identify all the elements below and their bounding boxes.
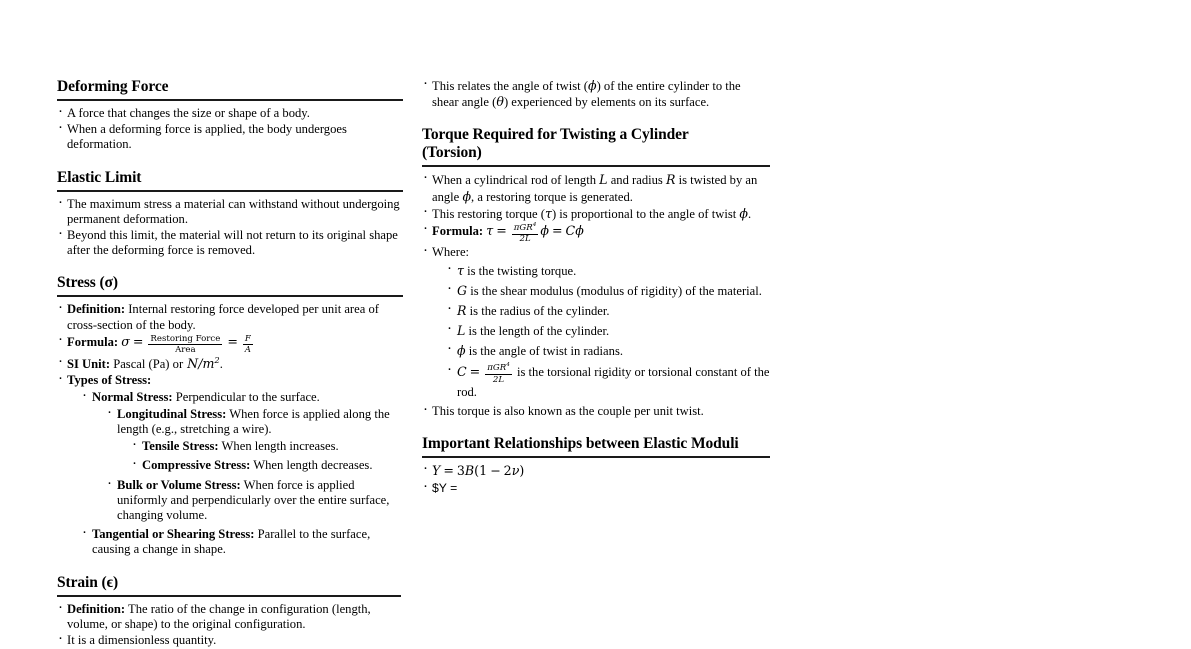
heading-rule [422, 165, 770, 167]
list-item: · It is a dimensionless quantity. [57, 633, 403, 648]
left-column [57, 78, 403, 649]
heading-rule [57, 190, 403, 192]
couple-bullet: · This torque is also known as the couple per unit twist. [422, 404, 770, 419]
where-bullet [422, 245, 770, 400]
strain-definition [57, 602, 403, 632]
where-item-r [446, 303, 770, 319]
section-deforming-force [57, 78, 403, 101]
math-exponent: 2 [214, 354, 220, 365]
item-text: is the shear modulus (modulus of rigidity) of the material. [470, 283, 762, 298]
normal-stress-children [106, 407, 403, 523]
item-text: When length increases. [221, 439, 339, 454]
math-pi: π [513, 222, 520, 233]
fraction-numerator [485, 364, 512, 375]
item-label: Bulk or Volume Stress: [117, 477, 241, 492]
math-paren-close: ) [519, 463, 525, 479]
definition-label: Definition: [67, 601, 126, 616]
math-nu: ν [511, 463, 520, 479]
formula-label: Formula: [67, 334, 119, 349]
moduli-formula-2-raw [422, 481, 770, 496]
longitudinal-stress-children [131, 439, 403, 473]
section-heading-line-2: (Torsion) [422, 144, 482, 162]
types-list [81, 390, 403, 558]
section-heading-line-1: Torque Required for Twisting a Cylinder [422, 126, 689, 144]
intro-bullet-list [422, 78, 770, 110]
definition-text: Internal restoring force developed per unit area of cross-section of the body. [67, 302, 379, 332]
item-text: is the angle of twist in radians. [468, 344, 623, 359]
math-c: C [565, 223, 576, 239]
formula-label: Formula: [432, 224, 484, 239]
where-item-l [446, 323, 770, 339]
math-one: 1 [479, 463, 488, 479]
item-text: is the twisting torque. [467, 263, 577, 278]
heading-rule [57, 295, 403, 297]
intro-part-2: ) of the entire cylinder to the shear angle ( [432, 79, 741, 110]
section-heading: Deforming Force [57, 78, 169, 95]
stress-definition [57, 302, 403, 332]
fraction-pi-g-r4-over-2l [512, 221, 539, 245]
math-exponent: 4 [532, 221, 537, 228]
list-item-normal-stress [81, 390, 403, 524]
fraction-denominator: 2L [519, 234, 531, 245]
math-equals: = [132, 333, 144, 349]
fraction-denominator: Area [175, 344, 196, 355]
math-r: R [499, 363, 507, 374]
section-stress [57, 274, 403, 297]
math-equals-2: = [551, 223, 563, 239]
section-elastic-moduli [422, 435, 770, 458]
item-text: is the radius of the cylinder. [469, 303, 610, 318]
math-sigma: σ [121, 333, 130, 349]
math-equals: = [443, 463, 454, 479]
right-column [422, 78, 770, 497]
list-item: · The maximum stress a material can withstand without undergoing permanent deformation. [57, 197, 403, 227]
math-two: 2 [503, 463, 512, 479]
raw-latex-text: $Y = [432, 480, 458, 495]
torsion-bullet-list [422, 172, 770, 419]
list-item: · Beyond this limit, the material will not return to its original shape after the deforming force is removed. [57, 228, 403, 258]
section-elastic-limit [57, 169, 403, 192]
stress-si-unit [57, 356, 403, 372]
where-item-tau [446, 263, 770, 279]
intro-part-1: This relates the angle of twist ( [432, 79, 588, 93]
fraction-denominator: 2L [492, 374, 505, 385]
math-b: B [464, 463, 475, 479]
si-unit-label: SI Unit: [67, 357, 111, 372]
math-equals: = [496, 223, 507, 239]
bullet-list [57, 302, 403, 557]
math-phi: ϕ [587, 78, 597, 93]
list-item-bulk-volume-stress [106, 478, 403, 524]
torsion-formula-bullet [422, 223, 770, 244]
math-equals: = [469, 363, 481, 379]
stress-formula [57, 334, 403, 355]
intro-bullet [422, 78, 770, 110]
item-label: Longitudinal Stress: [117, 406, 227, 421]
list-item-compressive-stress [131, 458, 403, 473]
text-part-1: This restoring torque ( [432, 206, 545, 221]
text-part-1: When a cylindrical rod of length [432, 173, 597, 188]
formula-y-3b-1-2nu [432, 463, 524, 478]
where-item-phi [446, 343, 770, 359]
list-item-tangential-shearing-stress [81, 527, 403, 557]
math-phi: ϕ [462, 188, 472, 204]
math-tau: τ [486, 223, 494, 239]
item-text: When force is applied uniformly and perpendicularly over the entire surface, changing volume. [117, 477, 390, 522]
where-item-g [446, 283, 770, 299]
math-r: R [665, 172, 676, 188]
item-text: When force is applied along the length (e.g., stretching a wire). [117, 406, 390, 436]
fraction-numerator: F [244, 333, 251, 344]
math-slash: / [198, 356, 203, 372]
stress-formula-math [121, 333, 255, 355]
text-part-2: ) is proportional to the angle of twist [551, 206, 737, 221]
section-strain [57, 574, 403, 597]
list-item-tensile-stress [131, 439, 403, 454]
torsion-intro-bullet [422, 172, 770, 204]
moduli-bullet-list [422, 463, 770, 495]
text-part-2: and radius [610, 173, 663, 188]
types-of-stress [57, 373, 403, 557]
math-phi: ϕ [739, 205, 749, 221]
list-item-longitudinal-stress [106, 407, 403, 474]
fraction-restoring-force-area [148, 335, 222, 356]
bullet-list [57, 602, 403, 649]
definition-label: Definition: [67, 302, 126, 317]
definition-text: The ratio of the change in configuration (length, volume, or shape) to the original configuration. [67, 601, 371, 631]
torsion-proportional-bullet [422, 206, 770, 222]
types-label: Types of Stress: [67, 373, 152, 388]
text-part-4: , a restoring torque is generated. [471, 189, 633, 204]
math-symbol: L [457, 323, 466, 339]
fraction-numerator: Restoring Force [150, 333, 221, 344]
moduli-formula-1 [422, 463, 770, 479]
section-heading: Strain (ϵ) [57, 573, 119, 591]
math-g: G [492, 363, 500, 374]
heading-rule [422, 456, 770, 458]
math-phi: ϕ [540, 223, 549, 239]
math-symbol: G [457, 282, 468, 298]
bullet-list [57, 197, 403, 259]
item-text: Parallel to the surface, causing a change in shape. [92, 527, 371, 557]
where-item-c [446, 364, 770, 401]
section-heading: Elastic Limit [57, 168, 142, 186]
list-item: · When a deforming force is applied, the body undergoes deformation. [57, 122, 403, 152]
c-definition-math [457, 362, 514, 385]
math-tau: τ [544, 205, 552, 221]
item-label: Tangential or Shearing Stress: [92, 527, 255, 542]
item-text: When length decreases. [253, 458, 373, 473]
item-label: Tensile Stress: [142, 439, 219, 454]
math-g: G [519, 222, 527, 233]
math-l: L [599, 172, 608, 188]
math-exponent: 4 [506, 362, 510, 369]
math-pi: π [487, 363, 493, 374]
item-text: Perpendicular to the surface. [175, 389, 320, 404]
math-three: 3 [456, 463, 465, 479]
heading-rule [57, 595, 401, 597]
period: . [219, 357, 223, 372]
section-heading: Stress (σ) [57, 274, 118, 292]
si-unit-text: Pascal (Pa) or [113, 357, 184, 372]
fraction-pi-g-r4-over-2l [485, 364, 512, 385]
math-n: N [187, 356, 199, 372]
torque-formula-math [486, 221, 584, 245]
math-theta: θ [496, 94, 504, 110]
si-unit-math [183, 356, 220, 371]
bullet-list [57, 106, 403, 153]
math-equals-2: = [227, 333, 238, 349]
item-label: Normal Stress: [92, 389, 173, 404]
math-phi-2: ϕ [575, 223, 584, 239]
item-text: is the torsional rigidity or torsional constant of the rod. [457, 364, 770, 399]
where-list [446, 263, 770, 401]
list-item: · A force that changes the size or shape of a body. [57, 106, 403, 121]
section-heading: Important Relationships between Elastic Moduli [422, 435, 739, 453]
math-symbol: ϕ [457, 343, 466, 359]
math-y: Y [432, 463, 441, 479]
heading-rule [57, 99, 403, 101]
section-torsion [422, 126, 770, 167]
math-minus: − [490, 463, 501, 479]
math-symbol: R [457, 302, 467, 318]
intro-part-3: ) experienced by elements on its surface. [503, 95, 710, 110]
item-label: Compressive Stress: [142, 458, 251, 473]
math-c: C [457, 363, 467, 379]
text-part-3: . [748, 206, 752, 221]
fraction-f-over-a [243, 335, 253, 356]
fraction-denominator: A [244, 344, 251, 355]
math-symbol: τ [457, 262, 464, 278]
fraction-numerator [512, 221, 539, 235]
math-m: m [202, 356, 215, 372]
text-part-3: is twisted by an angle [432, 173, 758, 204]
math-r: R [526, 222, 533, 233]
math-paren-open: ( [474, 463, 480, 479]
where-label: Where: [432, 245, 470, 260]
item-text: is the length of the cylinder. [468, 324, 610, 339]
